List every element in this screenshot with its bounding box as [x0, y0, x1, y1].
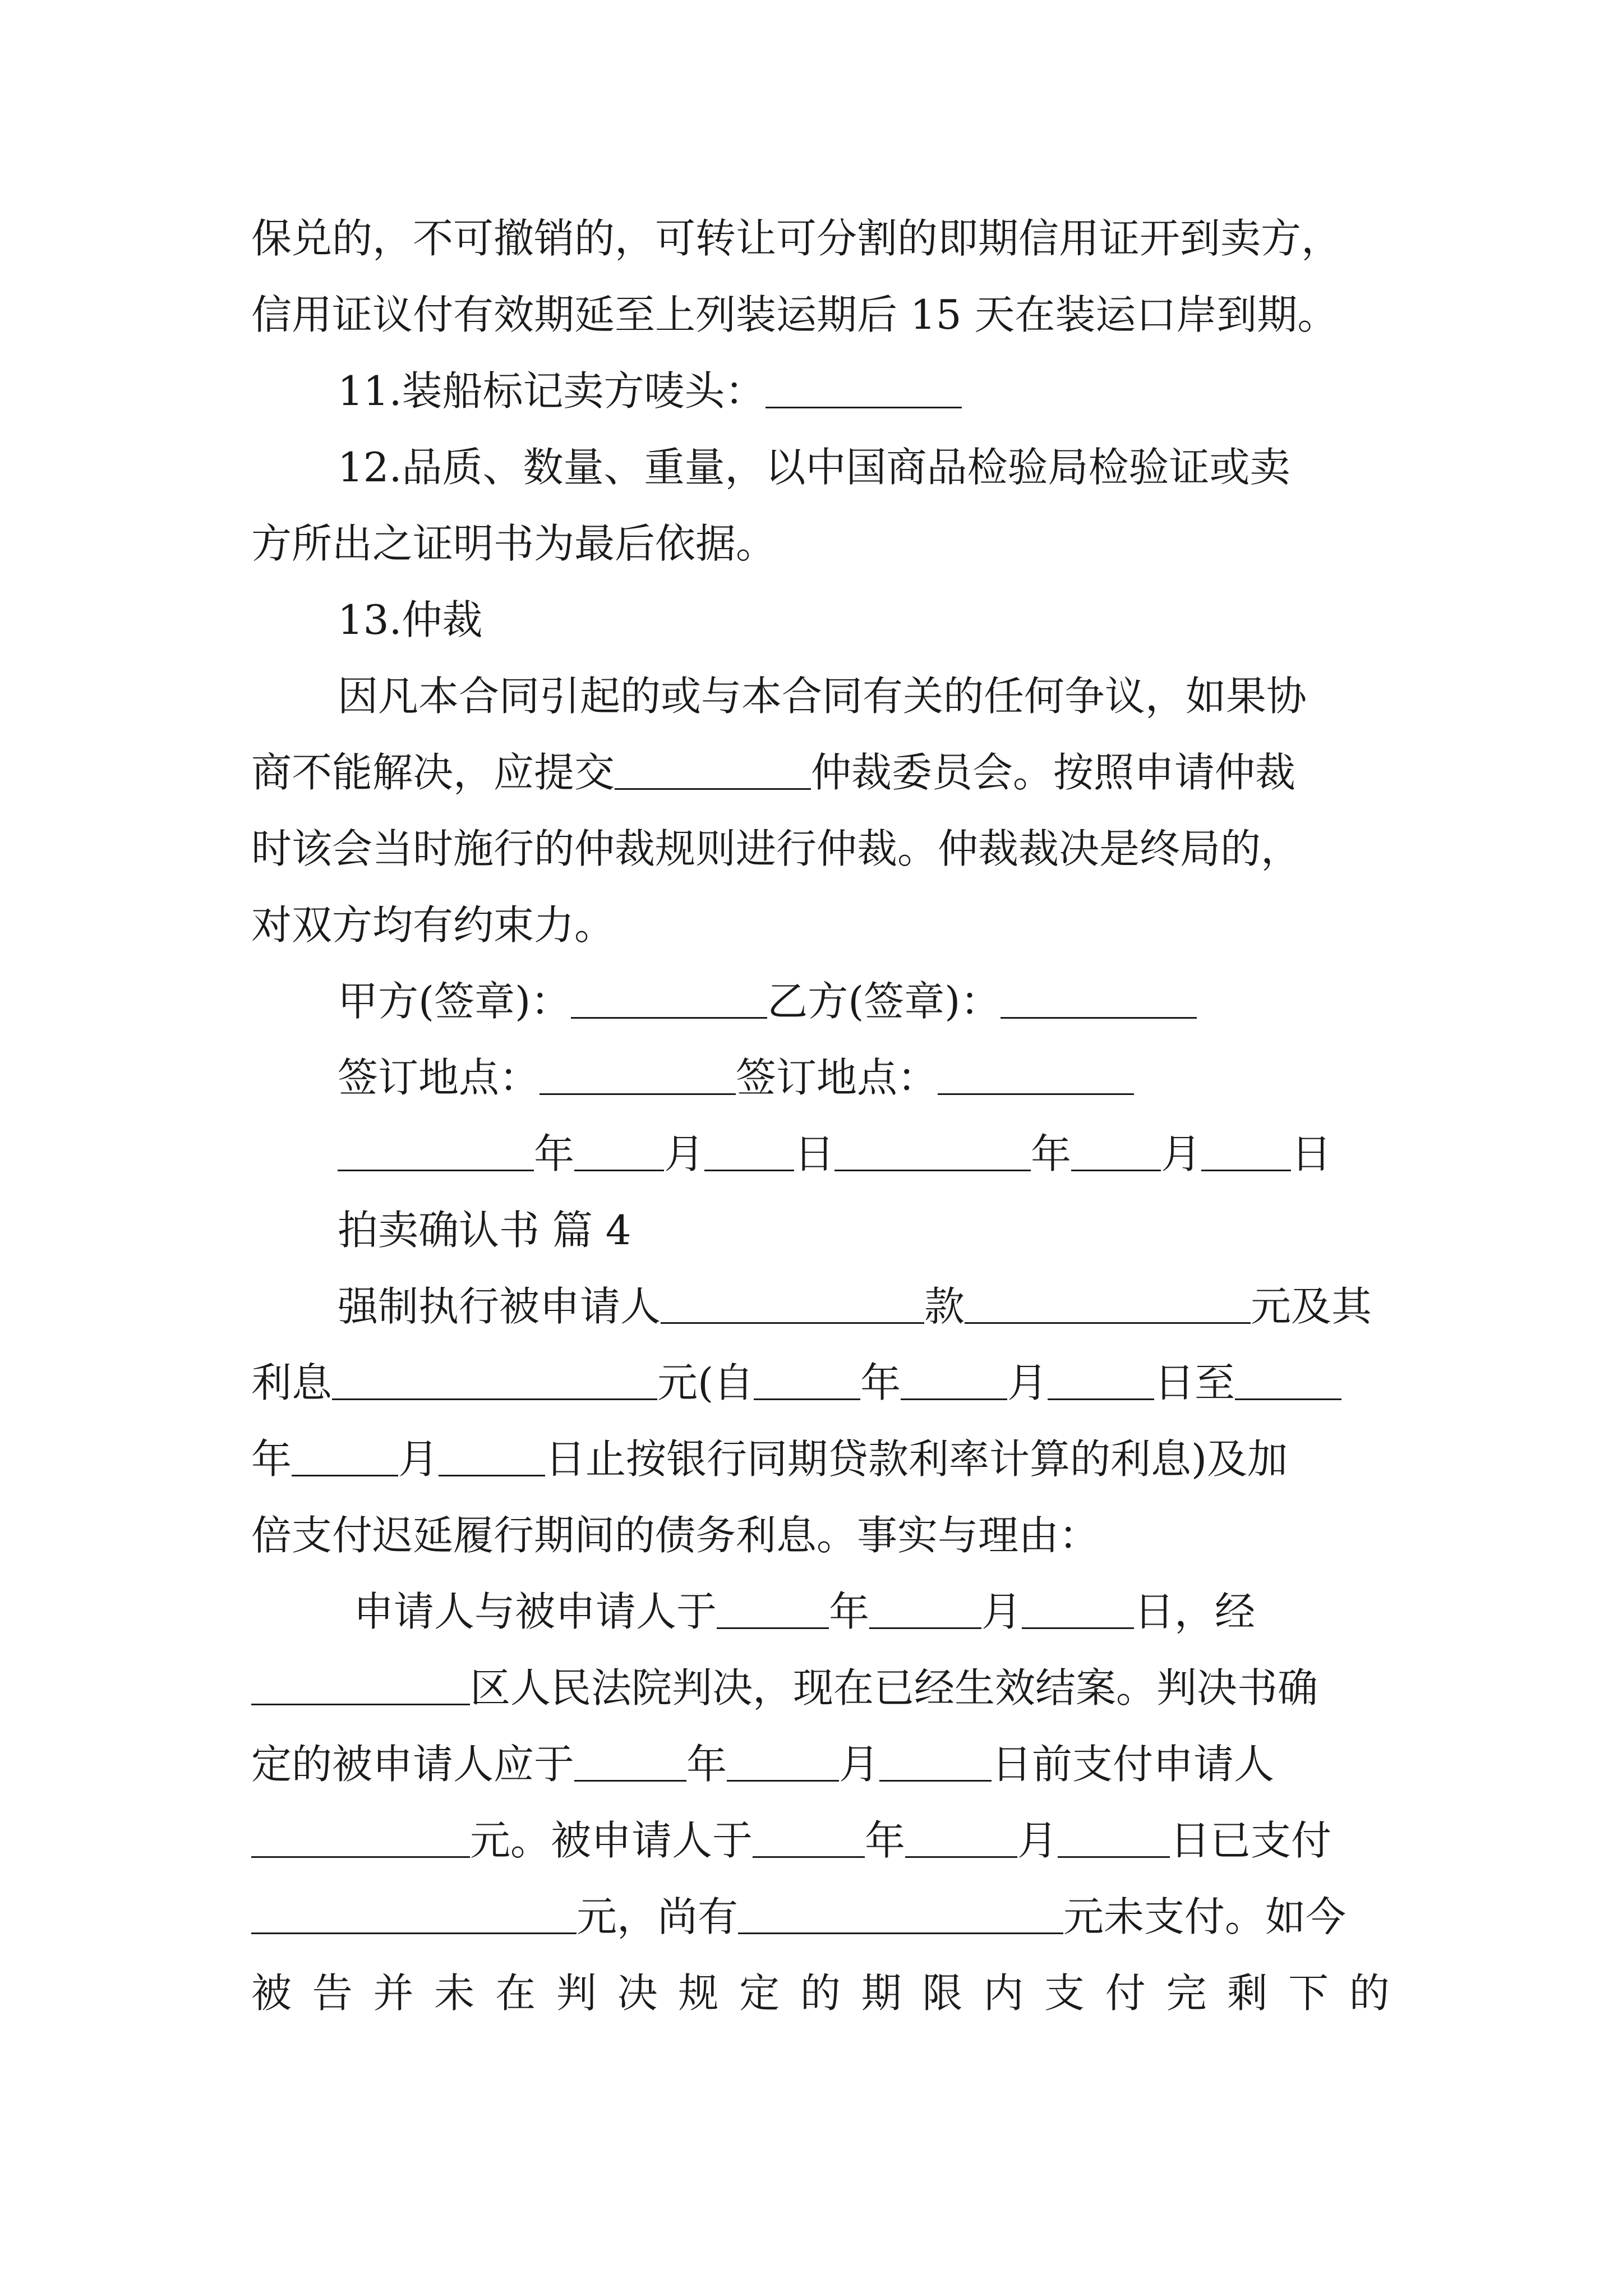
judgment-year-blank[interactable] — [717, 1587, 829, 1629]
text-segment: 元及其 — [1251, 1283, 1372, 1330]
character: 的 — [800, 1970, 841, 2017]
shipping-mark-line — [338, 360, 1390, 422]
text-segment: 款 — [924, 1283, 965, 1330]
year-label: 年 — [251, 1435, 292, 1483]
year-label: 年 — [865, 1817, 906, 1864]
section-title: 拍卖确认书 篇 4 — [338, 1207, 631, 1254]
text-segment: 日，经 — [1134, 1588, 1256, 1635]
character: 的 — [1349, 1970, 1390, 2017]
text-segment: 强制执行被申请人 — [338, 1283, 661, 1330]
text-segment: 申请人与被申请人于 — [353, 1588, 717, 1635]
due-month-blank[interactable] — [727, 1740, 839, 1782]
character: 剩 — [1227, 1970, 1268, 2017]
paid-year-blank[interactable] — [753, 1816, 865, 1858]
character: 完 — [1166, 1970, 1207, 2017]
due-amount-blank[interactable] — [251, 1816, 470, 1858]
text-segment: 日已支付 — [1170, 1817, 1332, 1864]
day-label: 日 — [1291, 1130, 1332, 1177]
interest-line — [251, 1352, 1390, 1414]
year-label: 年 — [686, 1741, 727, 1788]
end-month-blank[interactable] — [292, 1434, 398, 1476]
end-day-blank[interactable] — [439, 1434, 545, 1476]
date-a-month-blank[interactable] — [574, 1129, 664, 1171]
location-label-a: 签订地点： — [338, 1054, 540, 1101]
arbitration-line — [251, 742, 1390, 803]
judgment-day-blank[interactable] — [1022, 1587, 1134, 1629]
date-b-year-blank[interactable] — [834, 1129, 1031, 1171]
text-segment: 元。被申请人于 — [470, 1817, 753, 1864]
location-label-b: 签订地点： — [736, 1054, 938, 1101]
party-a-signature-blank[interactable] — [571, 977, 767, 1019]
location-b-blank[interactable] — [938, 1053, 1134, 1095]
character: 决 — [617, 1970, 658, 2017]
month-label: 月 — [981, 1588, 1022, 1635]
date-b-day-blank[interactable] — [1201, 1129, 1291, 1171]
text-line: 因凡本合同引起的或与本合同有关的任何争议，如果协 — [338, 673, 1307, 720]
section-heading: 13.仲裁 — [338, 596, 483, 643]
month-label: 月 — [1007, 1359, 1048, 1406]
location-a-blank[interactable] — [540, 1053, 736, 1095]
character: 期 — [861, 1970, 902, 2017]
location-line — [338, 1047, 1390, 1108]
text-segment: 元，尚有 — [577, 1893, 739, 1940]
respondent-blank[interactable] — [661, 1282, 924, 1324]
text-segment: 商不能解决，应提交 — [251, 749, 615, 796]
paid-amount-blank[interactable] — [251, 1892, 577, 1934]
judgment-month-blank[interactable] — [869, 1587, 981, 1629]
party-b-signature-blank[interactable] — [1000, 977, 1197, 1019]
text-segment: 元(自 — [657, 1359, 754, 1406]
text-segment: 定的被申请人应于 — [251, 1741, 575, 1788]
judgment-line — [353, 1581, 1390, 1642]
text-line: 12.品质、数量、重量，以中国商品检验局检验证或卖 — [338, 444, 1290, 491]
enforcement-line — [338, 1276, 1390, 1337]
character: 并 — [373, 1970, 414, 2017]
character: 未 — [434, 1970, 475, 2017]
interest-end-line — [251, 1428, 1390, 1490]
amount-blank[interactable] — [965, 1282, 1251, 1324]
date-b-month-blank[interactable] — [1071, 1129, 1161, 1171]
text-line: 保兑的，不可撤销的，可转让可分割的即期信用证开到卖方， — [251, 215, 1342, 262]
month-label: 月 — [1161, 1130, 1202, 1177]
text-line: 信用证议付有效期延至上列装运期后 15 天在装运口岸到期。 — [251, 291, 1338, 338]
start-month-blank[interactable] — [901, 1358, 1007, 1400]
text-line: 方所出之证明书为最后依据。 — [251, 520, 777, 567]
month-label: 月 — [398, 1435, 439, 1483]
character: 限 — [922, 1970, 963, 2017]
character: 判 — [556, 1970, 597, 2017]
text-segment: 利息 — [251, 1359, 333, 1406]
due-year-blank[interactable] — [574, 1740, 686, 1782]
date-a-day-blank[interactable] — [704, 1129, 794, 1171]
character: 付 — [1105, 1970, 1146, 2017]
arbitration-committee-blank[interactable] — [615, 748, 811, 790]
text-line-justified — [251, 1962, 1390, 2024]
text-segment: 日至 — [1154, 1359, 1235, 1406]
character: 支 — [1044, 1970, 1085, 2017]
character: 下 — [1288, 1970, 1329, 2017]
text-segment: 区人民法院判决，现在已经生效结案。判决书确 — [470, 1664, 1318, 1711]
shipping-mark-blank[interactable] — [766, 366, 962, 408]
year-label: 年 — [534, 1130, 575, 1177]
character: 规 — [678, 1970, 719, 2017]
date-line — [338, 1123, 1390, 1185]
year-label: 年 — [860, 1359, 901, 1406]
text-line: 倍支付迟延履行期间的债务利息。事实与理由： — [251, 1512, 1100, 1559]
end-year-blank[interactable] — [1235, 1358, 1341, 1400]
character: 定 — [739, 1970, 780, 2017]
character: 告 — [312, 1970, 353, 2017]
payment-due-line — [251, 1733, 1390, 1795]
shipping-mark-label: 11.装船标记卖方唛头： — [338, 367, 766, 415]
character: 在 — [495, 1970, 536, 2017]
character: 被 — [251, 1970, 292, 2017]
text-segment: 日前支付申请人 — [992, 1741, 1275, 1788]
paid-month-blank[interactable] — [905, 1816, 1017, 1858]
date-a-year-blank[interactable] — [338, 1129, 534, 1171]
text-line: 时该会当时施行的仲裁规则进行仲裁。仲裁裁决是终局的， — [251, 825, 1302, 872]
party-b-label: 乙方(签章)： — [767, 978, 1001, 1025]
court-district-blank[interactable] — [251, 1663, 470, 1705]
paid-day-blank[interactable] — [1058, 1816, 1170, 1858]
month-label: 月 — [1017, 1817, 1058, 1864]
party-a-label: 甲方(签章)： — [338, 978, 571, 1025]
outstanding-line — [251, 1886, 1390, 1948]
paid-line — [251, 1810, 1390, 1871]
text-segment: 元未支付。如今 — [1063, 1893, 1347, 1940]
signature-line — [338, 970, 1390, 1032]
month-label: 月 — [839, 1741, 880, 1788]
character: 内 — [983, 1970, 1024, 2017]
year-label: 年 — [829, 1588, 870, 1635]
start-year-blank[interactable] — [754, 1358, 860, 1400]
day-label: 日 — [794, 1130, 835, 1177]
interest-amount-blank[interactable] — [332, 1358, 657, 1400]
month-label: 月 — [664, 1130, 705, 1177]
court-line — [251, 1657, 1390, 1719]
text-segment: 日止按银行同期贷款利率计算的利息)及加 — [545, 1435, 1288, 1483]
start-day-blank[interactable] — [1048, 1358, 1154, 1400]
due-day-blank[interactable] — [879, 1740, 992, 1782]
year-label: 年 — [1031, 1130, 1072, 1177]
text-segment: 仲裁委员会。按照申请仲裁 — [811, 749, 1296, 796]
text-line: 对双方均有约束力。 — [251, 901, 615, 949]
unpaid-amount-blank[interactable] — [738, 1892, 1063, 1934]
